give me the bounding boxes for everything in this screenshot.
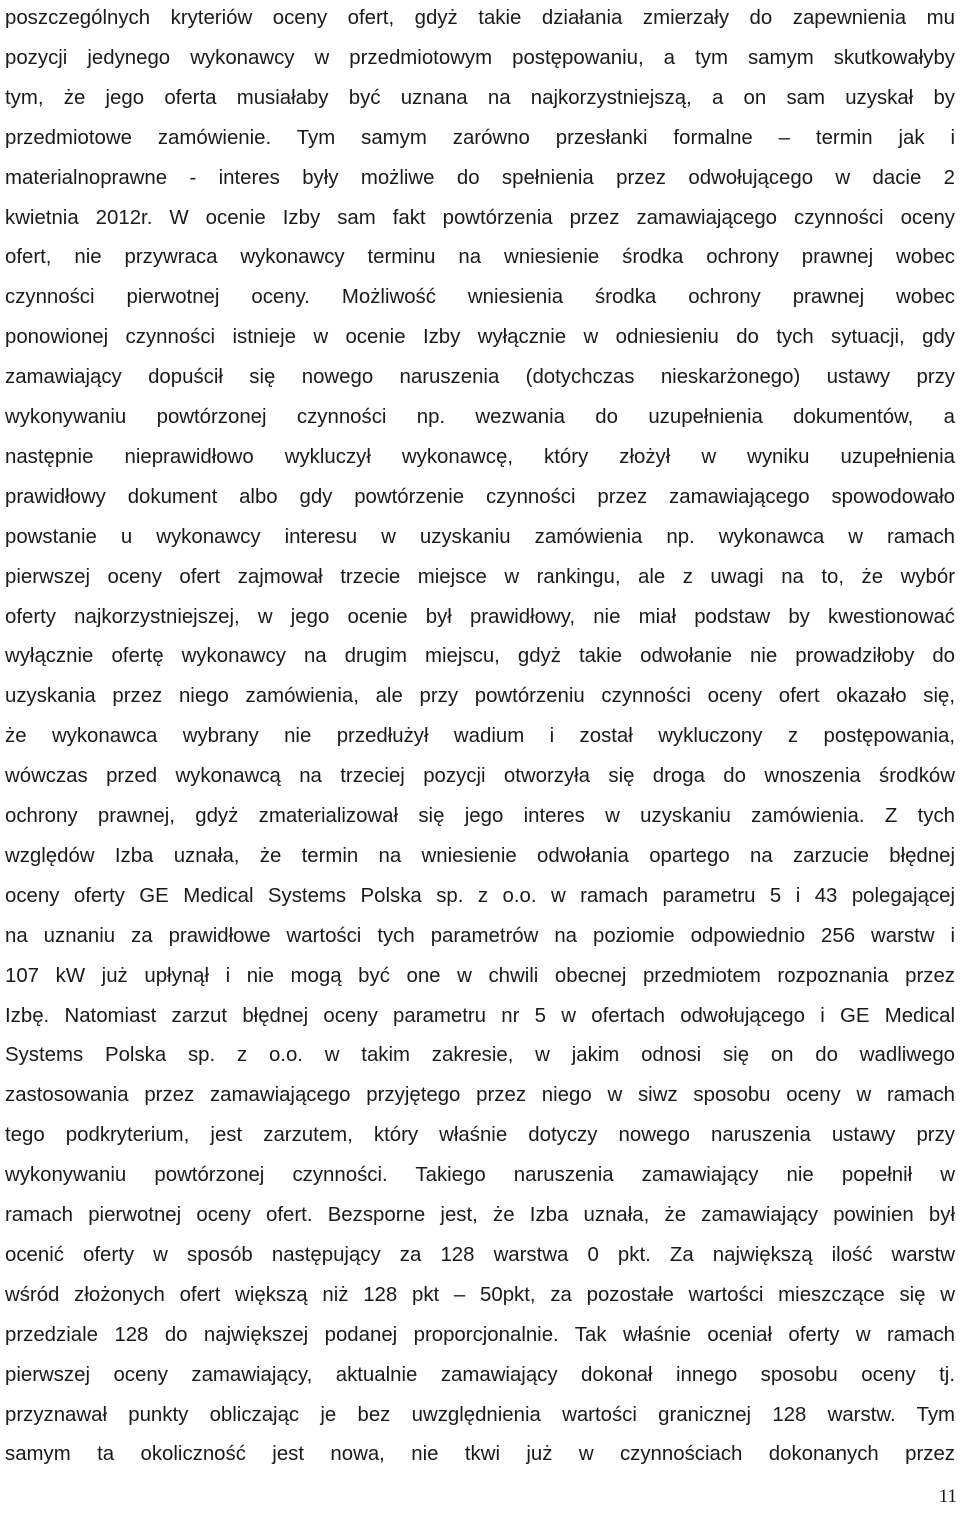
text-line: 107 kW już upłynął i nie mogą być one w chwili obecnej przedmiotem rozpoznania przez bbox=[5, 964, 955, 987]
text-line: powstanie u wykonawcy interesu w uzyskaniu zamówienia np. wykonawca w ramach bbox=[5, 525, 955, 548]
text-line: przedmiotowe zamówienie. Tym samym zarówno przesłanki formalne – termin jak i bbox=[5, 126, 955, 149]
text-line: kwietnia 2012r. W ocenie Izby sam fakt powtórzenia przez zamawiającego czynności oceny bbox=[5, 206, 955, 229]
text-line: wśród złożonych ofert większą niż 128 pkt – 50pkt, za pozostałe wartości mieszczące się w bbox=[5, 1283, 955, 1306]
text-line: pierwszej oceny ofert zajmował trzecie miejsce w rankingu, ale z uwagi na to, że wybór bbox=[5, 565, 955, 588]
text-line: na uznaniu za prawidłowe wartości tych parametrów na poziomie odpowiednio 256 warstw i bbox=[5, 924, 955, 947]
text-line: oceny oferty GE Medical Systems Polska sp. z o.o. w ramach parametru 5 i 43 polegającej bbox=[5, 884, 955, 907]
text-line: tego podkryterium, jest zarzutem, który właśnie dotyczy nowego naruszenia ustawy przy bbox=[5, 1124, 955, 1147]
text-line: wykonywaniu powtórzonej czynności. Takiego naruszenia zamawiający nie popełnił w bbox=[5, 1164, 955, 1187]
text-line: ramach pierwotnej oceny ofert. Bezsporne jest, że Izba uznała, że zamawiający powinien był bbox=[5, 1204, 955, 1226]
text-line: tym, że jego oferta musiałaby być uznana na najkorzystniejszą, a on sam uzyskał by bbox=[5, 86, 955, 109]
page-number: 11 bbox=[938, 1486, 957, 1507]
text-line: przyznawał punkty obliczając je bez uwzględnienia wartości granicznej 128 warstw. Tym bbox=[5, 1403, 955, 1426]
text-line: ochrony prawnej, gdyż zmaterializował się jego interes w uzyskaniu zamówienia. Z tych bbox=[5, 805, 955, 827]
text-line: pierwszej oceny zamawiający, aktualnie zamawiający dokonał innego sposobu oceny tj. bbox=[5, 1363, 955, 1386]
text-line: ponowionej czynności istnieje w ocenie Izby wyłącznie w odniesieniu do tych sytuacji, gdy bbox=[5, 326, 955, 349]
text-line: Systems Polska sp. z o.o. w takim zakresie, w jakim odnosi się on do wadliwego bbox=[5, 1044, 955, 1067]
text-line: prawidłowy dokument albo gdy powtórzenie czynności przez zamawiającego spowodowało bbox=[5, 485, 955, 508]
text-line: materialnoprawne - interes były możliwe do spełnienia przez odwołującego w dacie 2 bbox=[5, 166, 955, 189]
text-line: poszczególnych kryteriów oceny ofert, gdyż takie działania zmierzały do zapewnienia mu bbox=[5, 7, 955, 29]
text-line: zamawiający dopuścił się nowego naruszenia (dotychczas nieskarżonego) ustawy przy bbox=[5, 366, 955, 389]
text-line: wyłącznie ofertę wykonawcy na drugim miejscu, gdyż takie odwołanie nie prowadziłoby do bbox=[5, 645, 955, 668]
text-line: czynności pierwotnej oceny. Możliwość wniesienia środka ochrony prawnej wobec bbox=[5, 286, 955, 309]
text-line: względów Izba uznała, że termin na wniesienie odwołania opartego na zarzucie błędnej bbox=[5, 844, 955, 867]
text-line: oferty najkorzystniejszej, w jego ocenie był prawidłowy, nie miał podstaw by kwestionować bbox=[5, 605, 955, 628]
text-line: zastosowania przez zamawiającego przyjętego przez niego w siwz sposobu oceny w ramach bbox=[5, 1084, 955, 1107]
text-line: ocenić oferty w sposób następujący za 128 warstwa 0 pkt. Za największą ilość warstw bbox=[5, 1243, 955, 1266]
text-line: Izbę. Natomiast zarzut błędnej oceny parametru nr 5 w ofertach odwołującego i GE Medical bbox=[5, 1004, 955, 1027]
text-line: wykonywaniu powtórzonej czynności np. wezwania do uzupełnienia dokumentów, a bbox=[5, 406, 955, 428]
text-line: przedziale 128 do największej podanej proporcjonalnie. Tak właśnie oceniał oferty w ramach bbox=[5, 1323, 955, 1346]
text-line: że wykonawca wybrany nie przedłużył wadium i został wykluczony z postępowania, bbox=[5, 725, 955, 748]
text-line: samym ta okoliczność jest nowa, nie tkwi już w czynnościach dokonanych przez bbox=[5, 1443, 955, 1466]
text-line: ofert, nie przywraca wykonawcy terminu na wniesienie środka ochrony prawnej wobec bbox=[5, 246, 955, 269]
text-line: wówczas przed wykonawcą na trzeciej pozycji otworzyła się droga do wnoszenia środków bbox=[5, 765, 955, 788]
text-line: pozycji jedynego wykonawcy w przedmiotowym postępowaniu, a tym samym skutkowałyby bbox=[5, 46, 955, 69]
text-line: uzyskania przez niego zamówienia, ale przy powtórzeniu czynności oceny ofert okazało się, bbox=[5, 685, 955, 708]
text-line: następnie nieprawidłowo wykluczył wykonawcę, który złożył w wyniku uzupełnienia bbox=[5, 445, 955, 468]
